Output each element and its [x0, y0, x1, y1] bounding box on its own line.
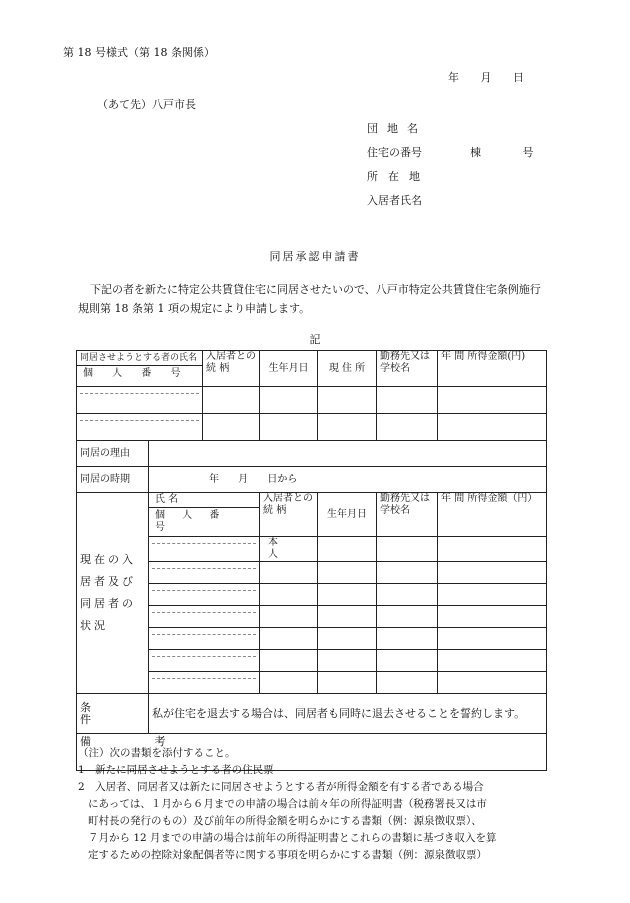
bango-suffix: 棟 号 — [470, 146, 534, 159]
current-residents-label: 現在の入居者及び同居者の状況 — [77, 493, 149, 694]
t1-row — [77, 414, 547, 441]
t1-zokugara-header: 入居者との続 柄 — [203, 351, 260, 387]
date-line: 年 月 日 — [448, 71, 524, 84]
cell[interactable] — [318, 537, 377, 562]
cell[interactable] — [438, 650, 547, 672]
cell[interactable] — [377, 414, 438, 441]
t2-row-name-cell[interactable] — [149, 562, 260, 584]
honnin-label: 本 人 — [260, 537, 318, 562]
cell[interactable] — [377, 584, 438, 606]
form-number: 第 18 号様式（第 18 条関係） — [63, 46, 215, 59]
cell[interactable] — [377, 628, 438, 650]
kojin-bango-dots — [152, 612, 256, 613]
shimei-label: 入居者氏名 — [367, 194, 422, 207]
cell[interactable] — [438, 414, 547, 441]
t2-name-label: 氏 名 — [149, 493, 259, 508]
t1-name-label: 同居させようとする者の氏名 — [77, 351, 202, 366]
cell[interactable] — [318, 628, 377, 650]
cell[interactable] — [318, 672, 377, 694]
t1-row — [77, 387, 547, 414]
note-2a: 2 入居者、同居者又は新たに同居させようとする者が所得金額を有する者である場合 — [78, 781, 484, 793]
cell[interactable] — [438, 628, 547, 650]
t2-row-name-cell[interactable] — [149, 650, 260, 672]
kojin-bango-dots — [152, 634, 256, 635]
reason-label: 同居の理由 — [77, 441, 149, 467]
kojin-bango-dots — [80, 393, 199, 394]
t2-row-name-cell[interactable] — [149, 606, 260, 628]
cell[interactable] — [260, 628, 318, 650]
cell[interactable] — [260, 584, 318, 606]
cell[interactable] — [260, 414, 318, 441]
t1-work-header: 勤務先又は学校名 — [377, 351, 438, 387]
t1-kojin-label: 個 人 番 号 — [83, 368, 189, 379]
t1-row-name-cell[interactable] — [77, 414, 203, 441]
addressee: （あて先）八戸市長 — [97, 98, 196, 111]
kojin-bango-dots — [152, 656, 256, 657]
t2-birth-header: 生年月日 — [318, 493, 377, 537]
cell[interactable] — [260, 387, 318, 414]
cell[interactable] — [318, 562, 377, 584]
cell[interactable] — [260, 606, 318, 628]
note-heading: （注）次の書類を添付すること。 — [78, 747, 236, 759]
cell[interactable] — [318, 387, 377, 414]
cell[interactable] — [260, 650, 318, 672]
t1-address-header: 現 住 所 — [318, 351, 377, 387]
shozai-label: 所在地 — [367, 170, 430, 183]
condition-text: 私が住宅を退去する場合は、同居者も同時に退去させることを誓約します。 — [149, 694, 547, 734]
document-title: 同居承認申請書 — [269, 250, 361, 263]
t2-work-header: 勤務先又は学校名 — [377, 493, 438, 537]
t2-row-name-cell[interactable] — [149, 537, 260, 562]
t1-income-header: 年 間 所得金額(円) — [438, 351, 547, 387]
condition-label: 条 件 — [77, 694, 149, 734]
body-text: 下記の者を新たに特定公共賃貸住宅に同居させたいので、八戸市特定公共賃貸住宅条例施行規則第 18 条第 1 項の規定により申請します。 — [78, 283, 541, 315]
note-2c: 町村長の発行のもの）及び前年の所得金額を明らかにする書類（例：源泉徴収票）、 — [88, 815, 482, 827]
t2-row-name-cell[interactable] — [149, 672, 260, 694]
cell[interactable] — [260, 562, 318, 584]
kojin-bango-dots — [80, 420, 199, 421]
t2-row-name-cell[interactable] — [149, 584, 260, 606]
application-table — [76, 350, 547, 771]
t2-row-name-cell[interactable] — [149, 628, 260, 650]
cell[interactable] — [377, 387, 438, 414]
cell[interactable] — [203, 387, 260, 414]
cell[interactable] — [203, 414, 260, 441]
cell[interactable] — [377, 672, 438, 694]
t1-row-name-cell[interactable] — [77, 387, 203, 414]
kojin-bango-dots — [152, 568, 256, 569]
danchi-label: 団地名 — [367, 122, 427, 135]
timing-value[interactable]: 年 月 日から — [149, 467, 547, 493]
cell[interactable] — [438, 387, 547, 414]
note-2b: にあっては、１月から６月までの申請の場合は前々年の所得証明書（税務署長又は市 — [88, 798, 487, 810]
t1-name-header — [77, 351, 203, 387]
cell[interactable] — [438, 537, 547, 562]
kojin-bango-dots — [152, 590, 256, 591]
cell[interactable] — [377, 537, 438, 562]
t2-kojin-label: 個 人 番 号 — [155, 510, 227, 533]
cell[interactable] — [438, 562, 547, 584]
remarks-label[interactable]: 備 考 — [77, 734, 547, 771]
cell[interactable] — [318, 584, 377, 606]
bango-label: 住宅の番号 — [367, 146, 422, 159]
note-2e: 定するための控除対象配偶者等に関する事項を明らかにする書類（例：源泉徴収票） — [88, 849, 487, 861]
cell[interactable] — [318, 606, 377, 628]
cell[interactable] — [377, 606, 438, 628]
kojin-bango-dots — [152, 678, 256, 679]
t2-income-header: 年 間 所得金額（円） — [438, 493, 547, 537]
cell[interactable] — [260, 672, 318, 694]
t2-zokugara-header: 入居者との続 柄 — [260, 493, 318, 537]
cell[interactable] — [438, 606, 547, 628]
notes — [78, 745, 497, 864]
ki-label: 記 — [309, 333, 321, 346]
note-2d: ７月から 12 月までの申請の場合は前年の所得証明書とこれらの書類に基づき収入を算 — [88, 832, 497, 844]
cell[interactable] — [438, 584, 547, 606]
cell[interactable] — [377, 562, 438, 584]
note-1: 1 新たに同居させようとする者の住民票 — [78, 764, 274, 776]
cell[interactable] — [377, 650, 438, 672]
t2-name-header — [149, 493, 260, 537]
cell[interactable] — [438, 672, 547, 694]
reason-field[interactable] — [149, 441, 547, 467]
kojin-bango-dots — [152, 543, 256, 544]
timing-label: 同居の時期 — [77, 467, 149, 493]
t1-birth-header: 生年月日 — [260, 351, 318, 387]
cell[interactable] — [318, 650, 377, 672]
cell[interactable] — [318, 414, 377, 441]
